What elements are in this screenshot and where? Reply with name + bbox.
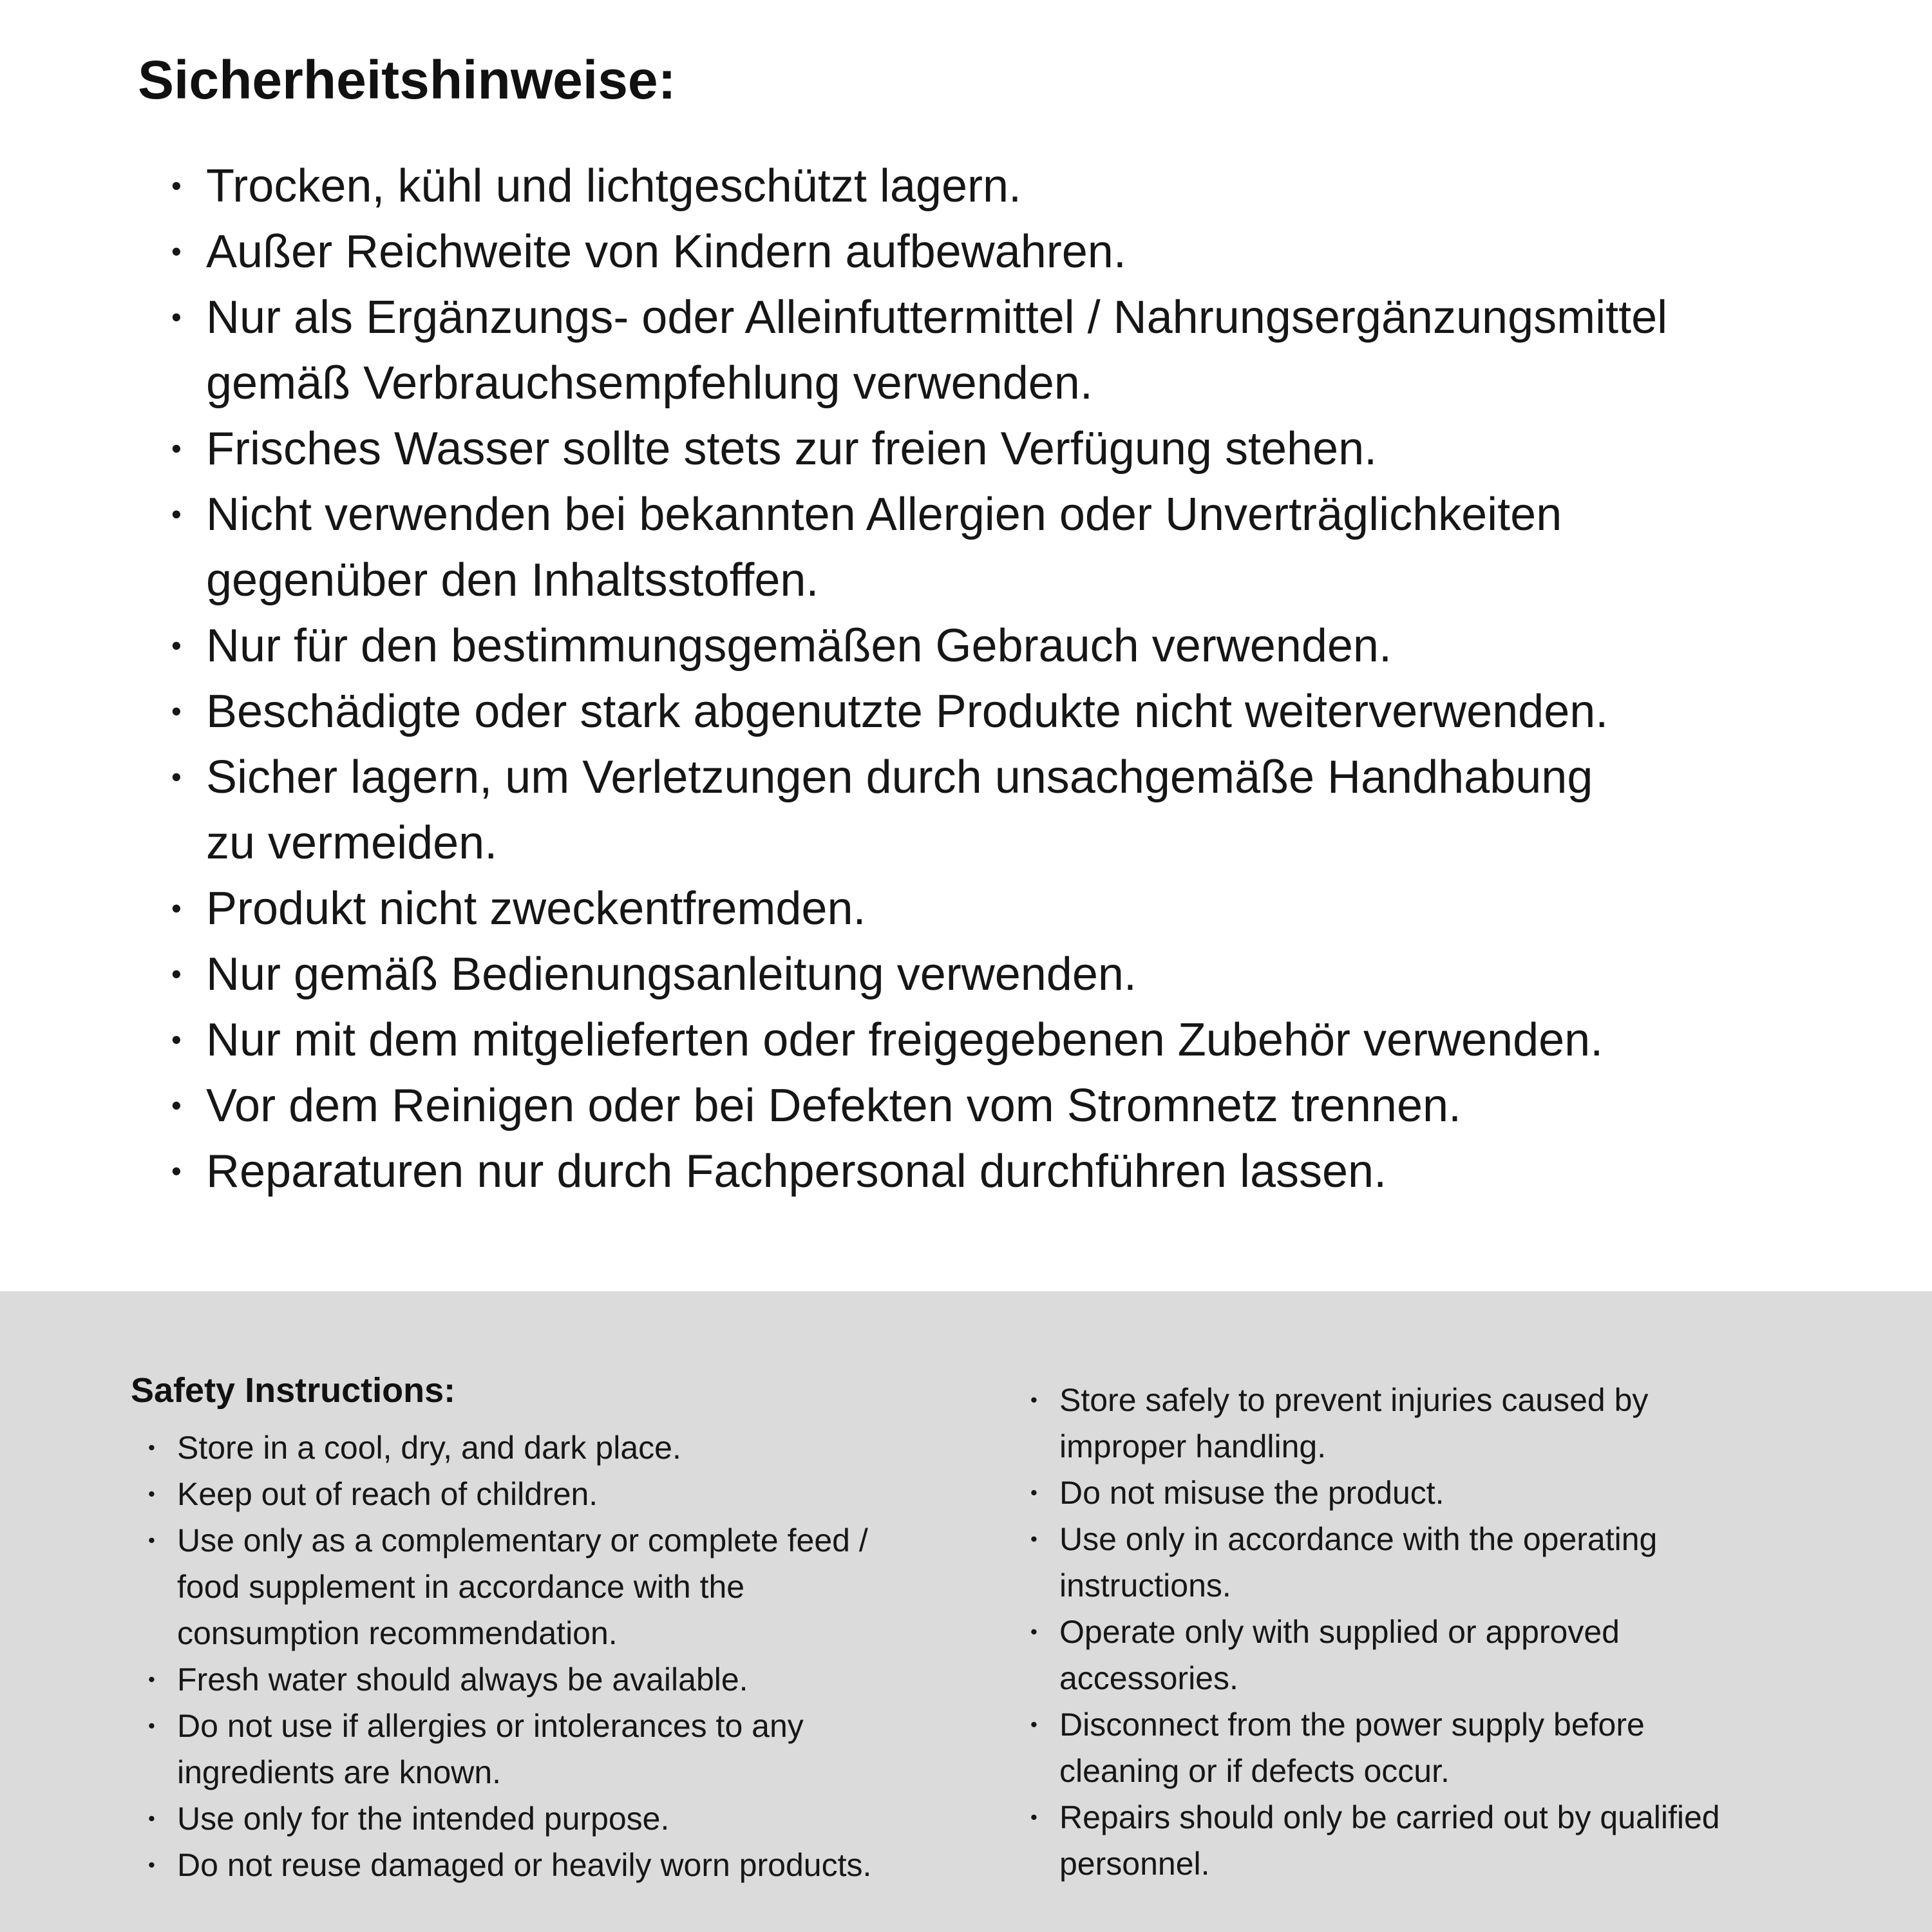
german-title: Sicherheitshinweise: — [138, 50, 676, 110]
list-item-line: Do not reuse damaged or heavily worn products. — [177, 1847, 872, 1883]
list-item-line: ingredients are known. — [177, 1754, 502, 1790]
bullet-icon: • — [148, 1714, 155, 1737]
list-item-line: Operate only with supplied or approved — [1059, 1614, 1620, 1650]
list-item — [148, 1471, 1030, 1517]
list-item-line: Trocken, kühl und lichtgeschützt lagern. — [206, 160, 1022, 212]
list-item-line: instructions. — [1059, 1567, 1231, 1604]
list-item-line: Fresh water should always be available. — [177, 1662, 748, 1698]
list-item-line: accessories. — [1059, 1660, 1238, 1696]
list-item-line: gemäß Verbrauchsempfehlung verwenden. — [206, 357, 1093, 409]
bullet-icon: • — [148, 1529, 155, 1551]
list-item — [1030, 1794, 1913, 1887]
bullet-icon: • — [171, 761, 182, 793]
bullet-icon: • — [171, 235, 182, 268]
bullet-icon: • — [1030, 1481, 1037, 1504]
list-item-line: Produkt nicht zweckentfremden. — [206, 883, 866, 934]
list-item — [1030, 1470, 1913, 1516]
list-item — [171, 219, 1910, 285]
list-item — [171, 285, 1910, 416]
bullet-icon: • — [171, 1023, 182, 1056]
bullet-icon: • — [171, 301, 182, 334]
bullet-icon: • — [148, 1807, 155, 1830]
list-item — [148, 1425, 1030, 1471]
list-item — [1030, 1516, 1913, 1609]
list-item-line: food supplement in accordance with the — [177, 1569, 745, 1605]
bullet-icon: • — [171, 1155, 182, 1188]
list-item-line: Nur als Ergänzungs- oder Alleinfuttermittel / Nahrungsergänzungsmittel — [206, 292, 1668, 343]
list-item — [1030, 1609, 1913, 1701]
english-title: Safety Instructions: — [131, 1371, 456, 1410]
bullet-icon: • — [148, 1482, 155, 1505]
list-item — [171, 744, 1910, 876]
list-item — [171, 153, 1910, 219]
english-safety-list-left — [148, 1425, 1030, 1888]
bullet-icon: • — [148, 1853, 155, 1876]
list-item-line: personnel. — [1059, 1846, 1210, 1882]
list-item — [1030, 1701, 1913, 1794]
bullet-icon: • — [1030, 1388, 1037, 1411]
list-item-line: Nur für den bestimmungsgemäßen Gebrauch verwenden. — [206, 620, 1392, 672]
bullet-icon: • — [1030, 1806, 1037, 1828]
list-item-line: Keep out of reach of children. — [177, 1476, 598, 1512]
list-item-line: Nicht verwenden bei bekannten Allergien oder Unverträglichkeiten — [206, 489, 1562, 540]
bullet-icon: • — [171, 1089, 182, 1122]
list-item — [171, 482, 1910, 613]
list-item-line: Store safely to prevent injuries caused by — [1059, 1382, 1649, 1418]
list-item — [148, 1517, 1030, 1656]
bullet-icon: • — [1030, 1528, 1037, 1550]
list-item-line: Frisches Wasser sollte stets zur freien Verfügung stehen. — [206, 423, 1378, 475]
list-item-line: Nur gemäß Bedienungsanleitung verwenden. — [206, 949, 1137, 1000]
list-item — [171, 942, 1910, 1007]
list-item-line: consumption recommendation. — [177, 1615, 618, 1651]
bullet-icon: • — [1030, 1620, 1037, 1643]
bullet-icon: • — [148, 1668, 155, 1690]
list-item-line: gegenüber den Inhaltsstoffen. — [206, 554, 819, 606]
list-item-line: Use only for the intended purpose. — [177, 1801, 670, 1837]
bullet-icon: • — [1030, 1713, 1037, 1736]
list-item — [171, 876, 1910, 942]
bullet-icon: • — [171, 169, 182, 202]
list-item-line: Reparaturen nur durch Fachpersonal durchführen lassen. — [206, 1146, 1387, 1197]
list-item-line: improper handling. — [1059, 1428, 1327, 1464]
list-item — [171, 1139, 1910, 1204]
list-item-line: zu vermeiden. — [206, 817, 498, 869]
bullet-icon: • — [171, 432, 182, 465]
list-item-line: cleaning or if defects occur. — [1059, 1753, 1450, 1789]
list-item — [171, 613, 1910, 679]
german-safety-list — [171, 153, 1910, 1204]
list-item — [171, 679, 1910, 744]
list-item-line: Sicher lagern, um Verletzungen durch unsachgemäße Handhabung — [206, 752, 1593, 803]
bullet-icon: • — [171, 958, 182, 990]
english-safety-list-right — [1030, 1377, 1913, 1887]
section-english — [0, 1291, 1932, 1932]
list-item — [148, 1703, 1030, 1795]
list-item-line: Repairs should only be carried out by qualified — [1059, 1799, 1720, 1835]
bullet-icon: • — [171, 892, 182, 925]
list-item — [171, 1073, 1910, 1139]
list-item-line: Disconnect from the power supply before — [1059, 1707, 1645, 1743]
bullet-icon: • — [171, 498, 182, 531]
list-item — [148, 1842, 1030, 1888]
bullet-icon: • — [171, 695, 182, 728]
list-item-line: Vor dem Reinigen oder bei Defekten vom Stromnetz trennen. — [206, 1080, 1462, 1132]
list-item — [1030, 1377, 1913, 1470]
list-item-line: Use only as a complementary or complete feed / — [177, 1522, 868, 1558]
list-item — [171, 1007, 1910, 1073]
list-item-line: Do not use if allergies or intolerances to any — [177, 1708, 804, 1744]
list-item-line: Use only in accordance with the operating — [1059, 1521, 1658, 1557]
list-item — [171, 416, 1910, 482]
list-item-line: Außer Reichweite von Kindern aufbewahren. — [206, 226, 1126, 278]
list-item-line: Do not misuse the product. — [1059, 1475, 1444, 1511]
list-item-line: Nur mit dem mitgelieferten oder freigegebenen Zubehör verwenden. — [206, 1014, 1604, 1066]
bullet-icon: • — [148, 1436, 155, 1459]
list-item-line: Beschädigte oder stark abgenutzte Produkte nicht weiterverwenden. — [206, 686, 1609, 737]
list-item-line: Store in a cool, dry, and dark place. — [177, 1430, 681, 1466]
bullet-icon: • — [171, 629, 182, 662]
list-item — [148, 1795, 1030, 1842]
list-item — [148, 1656, 1030, 1703]
